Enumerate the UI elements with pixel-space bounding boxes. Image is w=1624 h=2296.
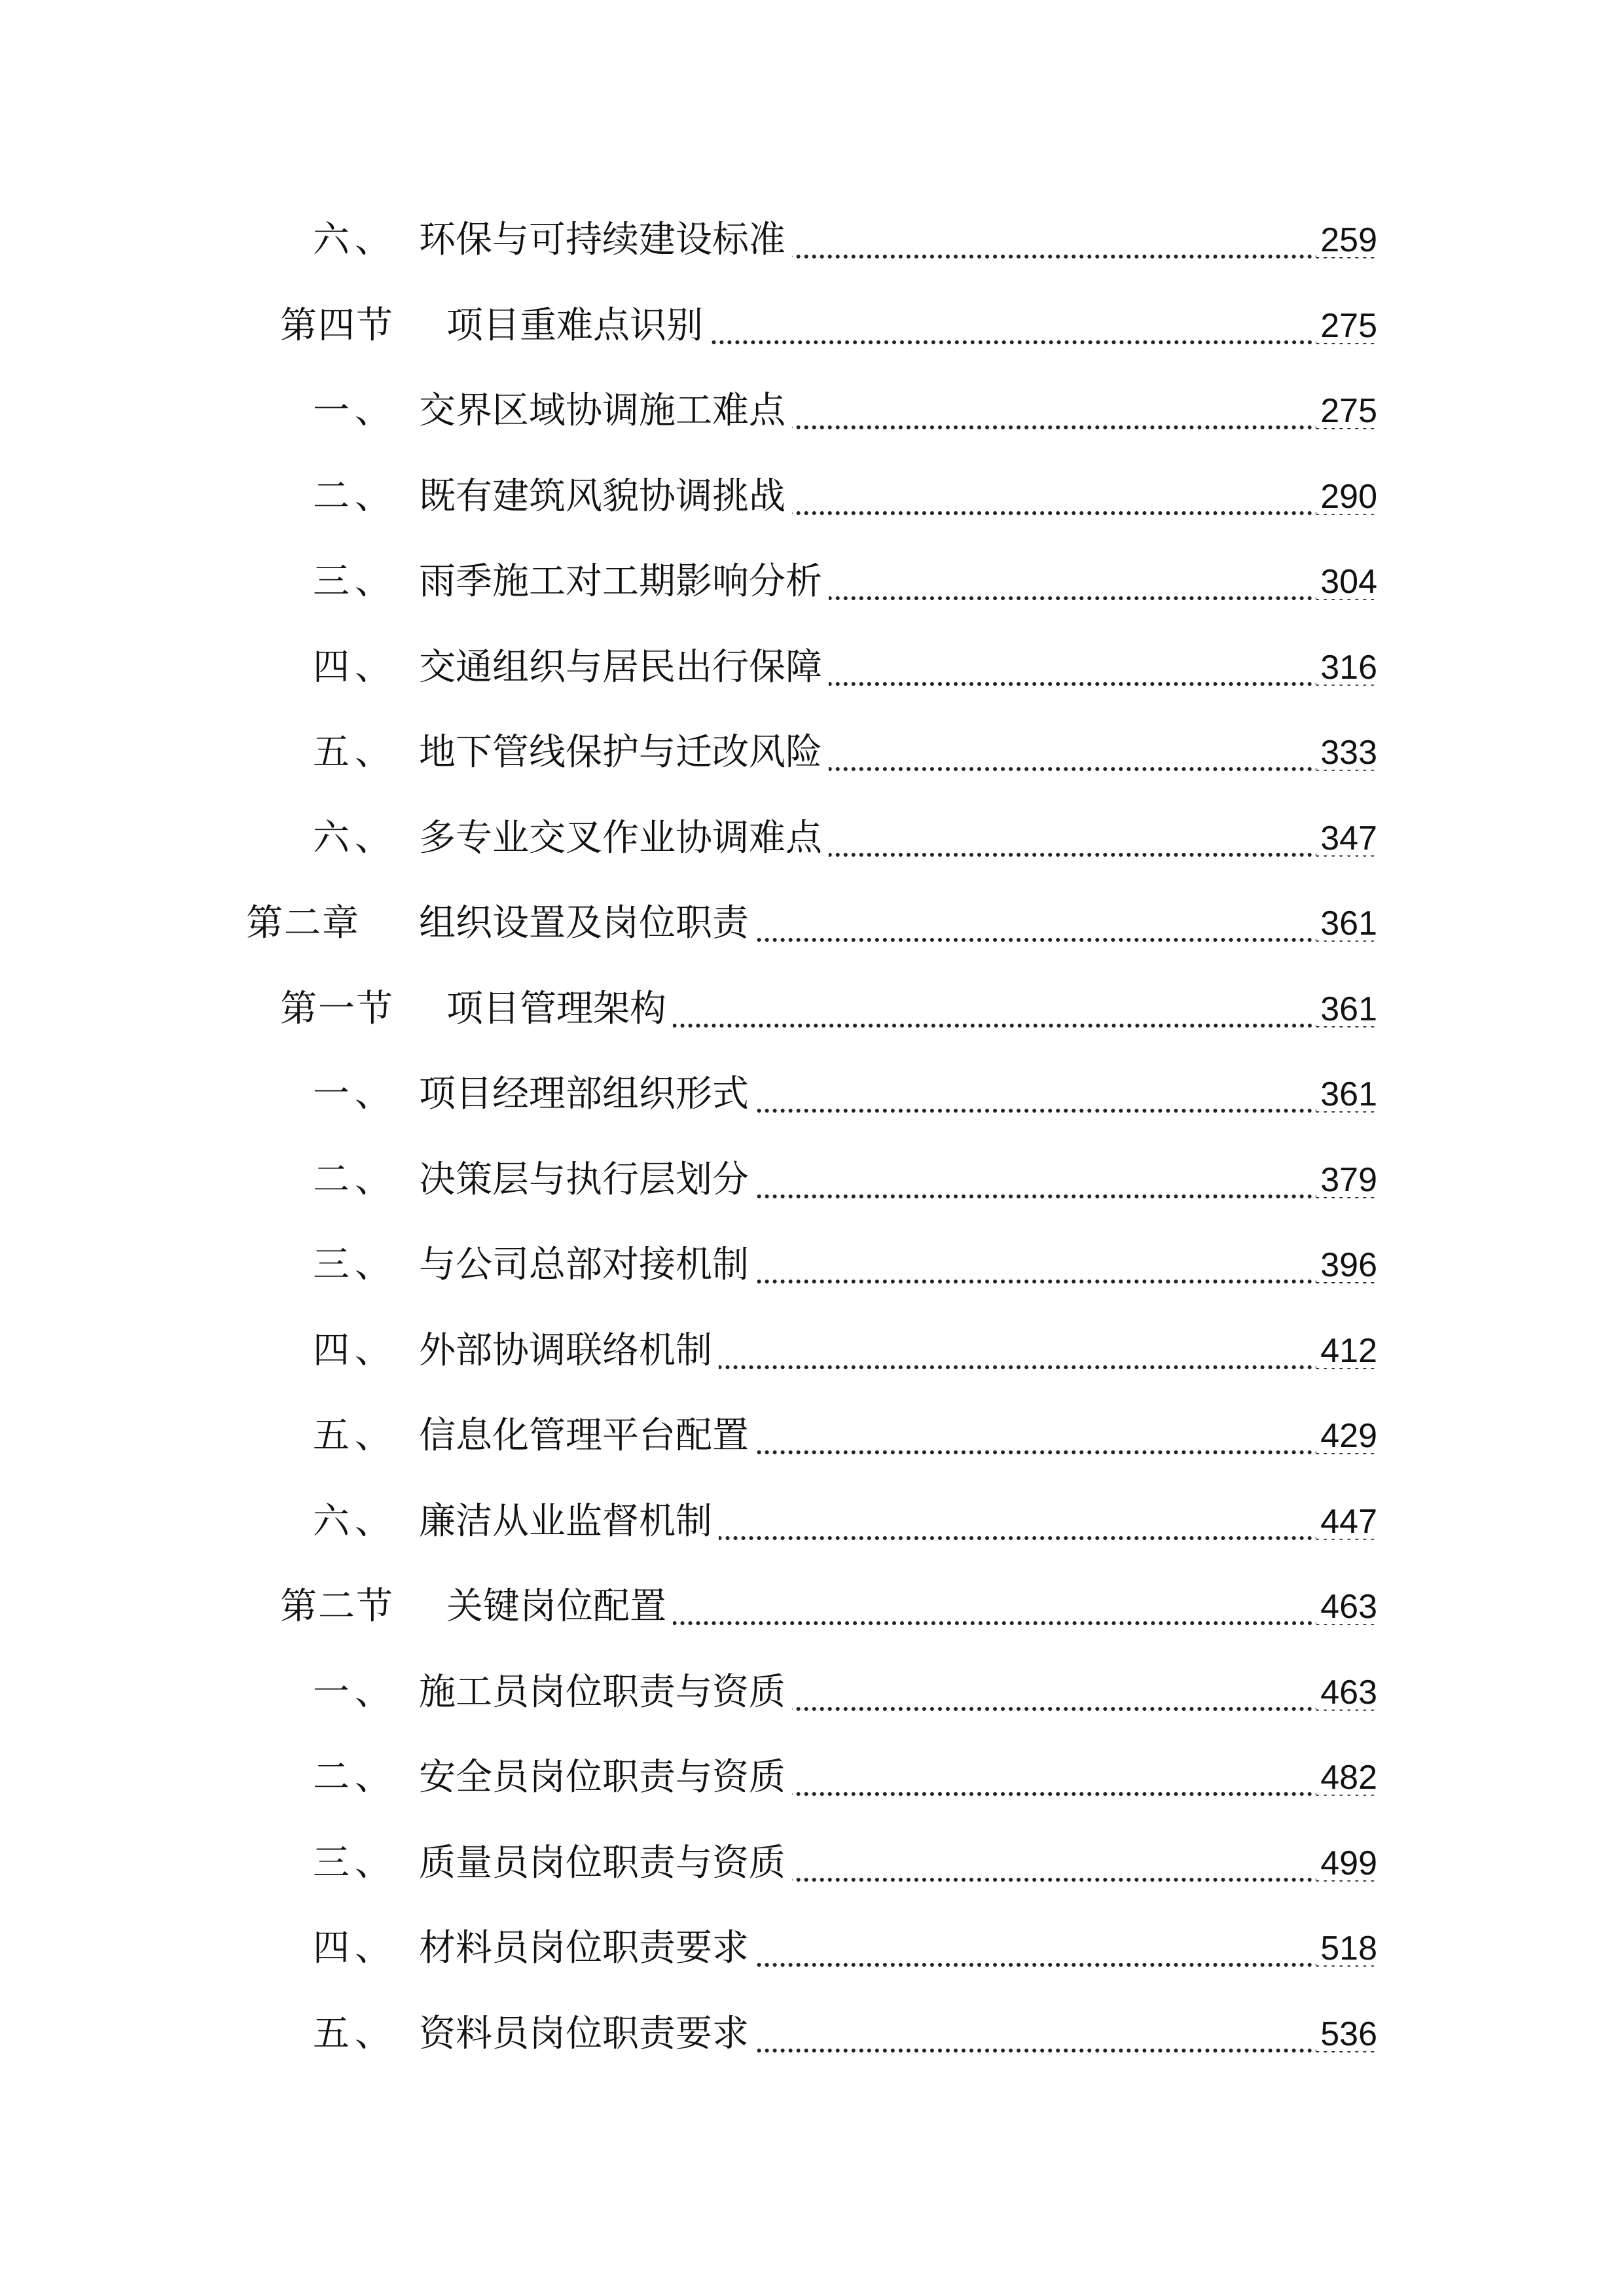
toc-entry-number: 六、 (313, 816, 397, 859)
toc-entry-page-number: 379 (1316, 1163, 1377, 1197)
toc-entry[interactable] (0, 881, 1624, 967)
toc-entry-page-number: 275 (1316, 309, 1377, 343)
toc-entry[interactable] (0, 1393, 1624, 1479)
toc-entry-page-number: 463 (1316, 1590, 1377, 1624)
toc-entry-number: 五、 (313, 1414, 397, 1458)
toc-entry[interactable] (0, 368, 1624, 454)
toc-entry-title: 项目经理部组织形式 (419, 1076, 755, 1113)
toc-entry-title: 施工员岗位职责与资质 (419, 1674, 792, 1711)
toc-entry-number: 第四节 (280, 304, 394, 347)
toc-entry-number: 三、 (313, 1841, 397, 1884)
toc-entry-title: 廉洁从业监督机制 (419, 1503, 719, 1540)
toc-entry[interactable] (0, 283, 1624, 369)
toc-entry-page-number: 361 (1316, 906, 1377, 941)
toc-entry-title: 质量员岗位职责与资质 (419, 1845, 792, 1882)
toc-entry-title: 项目重难点识别 (446, 308, 710, 344)
toc-entry-title: 组织设置及岗位职责 (419, 905, 755, 942)
toc-entry-number: 三、 (313, 560, 397, 603)
toc-entry-page-number: 259 (1316, 223, 1377, 257)
toc-entry-number: 一、 (313, 1670, 397, 1713)
toc-entry-page-number: 499 (1316, 1846, 1377, 1880)
toc-entry-title: 既有建筑风貌协调挑战 (419, 478, 792, 515)
toc-entry-number: 第二节 (280, 1585, 394, 1628)
toc-entry-page-number: 412 (1316, 1334, 1377, 1368)
toc-entry[interactable] (0, 1564, 1624, 1650)
toc-entry[interactable] (0, 1821, 1624, 1907)
toc-entry-number: 四、 (313, 645, 397, 689)
toc-entry-number: 三、 (313, 1244, 397, 1287)
toc-entry-page-number: 347 (1316, 821, 1377, 855)
toc-entry-number: 第一节 (280, 987, 394, 1030)
toc-entry-number: 第二章 (246, 902, 360, 945)
toc-entry[interactable] (0, 454, 1624, 540)
toc-entry-title: 关键岗位配置 (446, 1588, 673, 1625)
toc-entry-page-number: 463 (1316, 1676, 1377, 1710)
toc-entry-title: 交通组织与居民出行保障 (419, 649, 829, 686)
toc-entry[interactable] (0, 1650, 1624, 1736)
toc-entry[interactable] (0, 1735, 1624, 1821)
toc-entry-page-number: 304 (1316, 565, 1377, 599)
toc-entry-title: 资料员岗位职责要求 (419, 2016, 755, 2053)
toc-entry[interactable] (0, 539, 1624, 625)
toc-entry-page-number: 482 (1316, 1761, 1377, 1795)
toc-entry-number: 二、 (313, 475, 397, 518)
toc-entry[interactable] (0, 1308, 1624, 1394)
toc-entry-title: 环保与可持续建设标准 (419, 222, 792, 259)
toc-entry-title: 多专业交叉作业协调难点 (419, 820, 829, 857)
toc-entry-number: 六、 (313, 1499, 397, 1543)
toc-entry-number: 二、 (313, 1158, 397, 1201)
toc-entry[interactable] (0, 796, 1624, 882)
toc-entry-title: 安全员岗位职责与资质 (419, 1759, 792, 1796)
toc-entry[interactable] (0, 1992, 1624, 2077)
toc-entry-title: 信息化管理平台配置 (419, 1418, 755, 1454)
toc-entry[interactable] (0, 625, 1624, 711)
toc-entry-page-number: 429 (1316, 1419, 1377, 1453)
toc-entry-number: 二、 (313, 1756, 397, 1799)
toc-entry[interactable] (0, 1138, 1624, 1223)
toc-entry-page-number: 275 (1316, 394, 1377, 428)
toc-entry[interactable] (0, 1479, 1624, 1565)
toc-entry-page-number: 316 (1316, 651, 1377, 685)
toc-entry-number: 五、 (313, 2012, 397, 2055)
toc-entry-number: 一、 (313, 389, 397, 433)
toc-entry-number: 一、 (313, 1073, 397, 1116)
toc-entry-number: 五、 (313, 731, 397, 774)
toc-entry-title: 项目管理架构 (446, 991, 673, 1028)
toc-entry-title: 决策层与执行层划分 (419, 1162, 755, 1198)
table-of-contents (0, 198, 1624, 2077)
toc-entry-title: 材料员岗位职责要求 (419, 1930, 755, 1967)
toc-entry-title: 地下管线保护与迁改风险 (419, 734, 829, 771)
toc-entry-page-number: 333 (1316, 736, 1377, 770)
toc-entry-title: 与公司总部对接机制 (419, 1247, 755, 1283)
toc-entry-page-number: 361 (1316, 992, 1377, 1026)
toc-entry-number: 六、 (313, 219, 397, 262)
toc-entry-page-number: 396 (1316, 1248, 1377, 1282)
toc-entry[interactable] (0, 710, 1624, 796)
toc-entry-title: 雨季施工对工期影响分析 (419, 564, 829, 600)
toc-entry-number: 四、 (313, 1329, 397, 1372)
toc-entry-number: 四、 (313, 1927, 397, 1970)
toc-entry-page-number: 518 (1316, 1931, 1377, 1965)
toc-entry-page-number: 361 (1316, 1077, 1377, 1111)
toc-entry-page-number: 536 (1316, 2017, 1377, 2051)
toc-entry[interactable] (0, 1052, 1624, 1138)
toc-entry-page-number: 447 (1316, 1505, 1377, 1539)
toc-entry[interactable] (0, 1906, 1624, 1992)
toc-entry[interactable] (0, 967, 1624, 1052)
toc-entry-title: 外部协调联络机制 (419, 1333, 719, 1369)
toc-entry[interactable] (0, 1223, 1624, 1308)
toc-entry[interactable] (0, 198, 1624, 283)
toc-entry-title: 交界区域协调施工难点 (419, 393, 792, 429)
toc-entry-page-number: 290 (1316, 480, 1377, 514)
